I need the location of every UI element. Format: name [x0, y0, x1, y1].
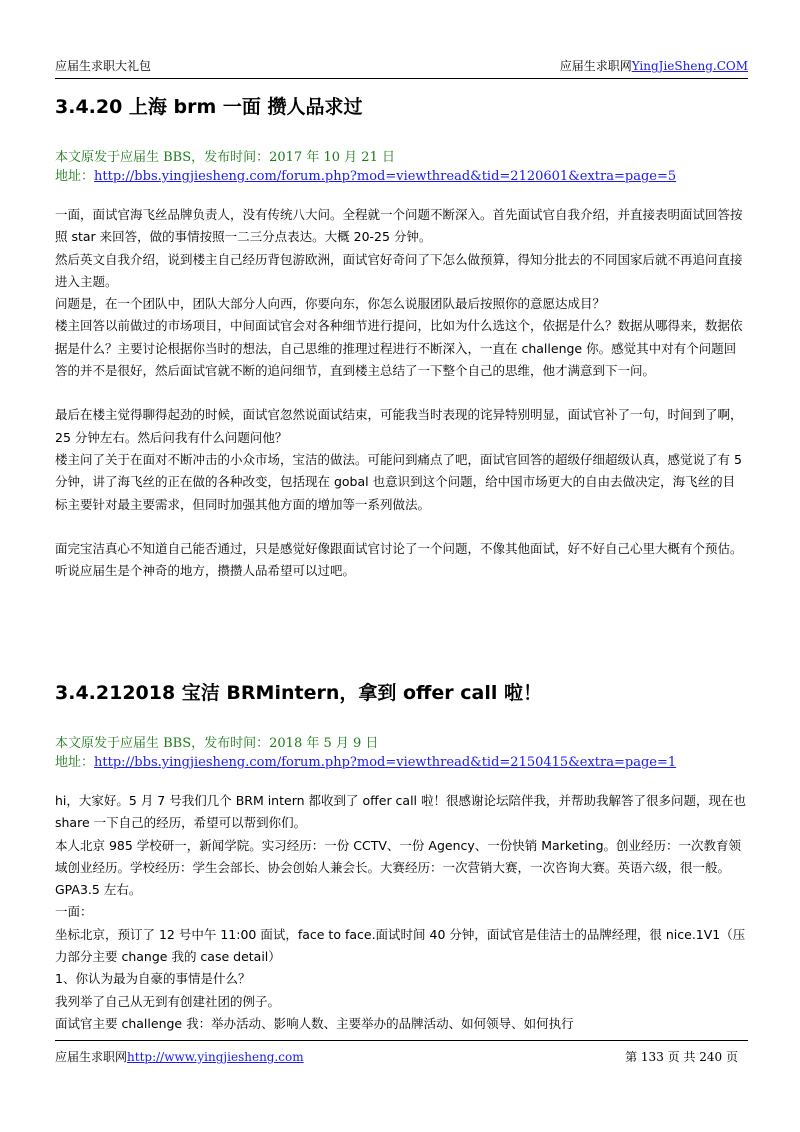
article-section-2	[55, 678, 747, 1035]
article-title-1: 3.4.20 上海 brm 一面 攒人品求过	[55, 96, 363, 118]
paragraph-gap	[55, 382, 747, 404]
article-title-2: 3.4.212018 宝洁 BRMintern，拿到 offer call 啦！	[55, 682, 543, 704]
header-title: 应届生求职大礼包	[55, 59, 152, 73]
paragraph: 面完宝洁真心不知道自己能否通过，只是感觉好像跟面试官讨论了一个问题，不像其他面试，好不好自己心里大概有个预估。	[55, 540, 743, 556]
article-address-2	[55, 753, 747, 772]
article-source-1: 本文原发于应届生 BBS，发布时间：2017 年 10 月 21 日	[55, 150, 395, 165]
paragraph: 楼主回答以前做过的市场项目，中间面试官会对各种细节进行提问，比如为什么选这个，依据是什么？数据从哪得来，数据依据是什么？主要讨论根据你当时的想法，自己思维的推理过程进行不断深入，一直在 challenge 你。感觉其中对有个问题回答的并不是很好，然后面试官就不断的追问细节，直到楼主总结了一下整个自己的思维，他才满意到下一问。	[55, 318, 743, 379]
page-header	[55, 58, 748, 79]
article-body-1	[55, 204, 747, 582]
article-source-2: 本文原发于应届生 BBS，发布时间：2018 年 5 月 9 日	[55, 736, 379, 751]
address-label-1: 地址：	[55, 169, 95, 184]
paragraph: 本人北京 985 学校研一，新闻学院。实习经历：一份 CCTV、一份 Agency、一份快销 Marketing。创业经历：一次教育领域创业经历。学校经历：学生会部长、协会创始人兼会长。大赛经历：一次营销大赛，一次咨询大赛。英语六级，很一般。GPA3.5 左右。	[55, 837, 742, 898]
paragraph: 然后英文自我介绍，说到楼主自己经历背包游欧洲，面试官好奇问了下怎么做预算，得知分批去的不同国家后就不再追问直接进入主题。	[55, 251, 743, 289]
paragraph: 我列举了自己从无到有创建社团的例子。	[55, 993, 281, 1009]
article-link-2[interactable]: http://bbs.yingjiesheng.com/forum.php?mod=viewthread&tid=2150415&extra=page=1	[94, 755, 677, 770]
paragraph: 最后在楼主觉得聊得起劲的时候，面试官忽然说面试结束，可能我当时表现的诧异特别明显，面试官补了一句，时间到了啊，25 分钟左右。然后问我有什么问题问他？	[55, 407, 743, 445]
article-body-2	[55, 790, 747, 1035]
paragraph: 坐标北京，预订了 12 号中午 11:00 面试，face to face.面试时间 40 分钟，面试官是佳洁士的品牌经理，很 nice.1V1（压力部分主要 change 我的 case detail）	[55, 926, 746, 965]
paragraph: 听说应届生是个神奇的地方，攒攒人品希望可以过吧。	[55, 563, 356, 579]
page-footer	[55, 1040, 748, 1064]
article-link-1[interactable]: http://bbs.yingjiesheng.com/forum.php?mod=viewthread&tid=2120601&extra=page=5	[94, 169, 677, 184]
article-address-1	[55, 167, 747, 186]
paragraph: 1、你认为最为自豪的事情是什么？	[55, 971, 251, 987]
article-section-1	[55, 92, 747, 582]
header-site	[560, 58, 748, 74]
paragraph: 面试官主要 challenge 我：举办活动、影响人数、主要举办的品牌活动、如何领导、如何执行	[55, 1015, 574, 1031]
paragraph: 问题是，在一个团队中，团队大部分人向西，你要向东，你怎么说服团队最后按照你的意愿达成目？	[55, 296, 606, 312]
address-label-2: 地址：	[55, 755, 95, 770]
footer-site-link[interactable]: http://www.yingjiesheng.com	[127, 1050, 304, 1064]
footer-site	[55, 1049, 304, 1065]
header-site-name: 应届生求职网	[559, 59, 632, 73]
paragraph: 一面：	[55, 904, 93, 920]
footer-site-name: 应届生求职网	[55, 1050, 128, 1064]
header-site-link[interactable]: YingJieSheng.COM	[631, 59, 748, 73]
paragraph-gap	[55, 516, 747, 538]
page-number: 第 133 页 共 240 页	[625, 1050, 738, 1064]
paragraph: 楼主问了关于在面对不断冲击的小众市场，宝洁的做法。可能问到痛点了吧，面试官回答的超级仔细超级认真，感觉说了有 5 分钟，讲了海飞丝的正在做的各种改变，包括现在 gobal 也意识到这个问题，给中国市场更大的自由去做决定，海飞丝的目标主要针对最主要需求，但同时加强其他方面的增加等一系列做法。	[55, 451, 742, 512]
paragraph: 一面，面试官海飞丝品牌负责人，没有传统八大问。全程就一个问题不断深入。首先面试官自我介绍，并直接表明面试回答按照 star 来回答，做的事情按照一二三分点表达。大概 20-25 分钟。	[55, 207, 743, 245]
paragraph: hi，大家好。5 月 7 号我们几个 BRM intern 都收到了 offer call 啦！很感谢论坛陪伴我，并帮助我解答了很多问题，现在也 share 一下自己的经历，希望可以帮到你们。	[55, 793, 747, 831]
